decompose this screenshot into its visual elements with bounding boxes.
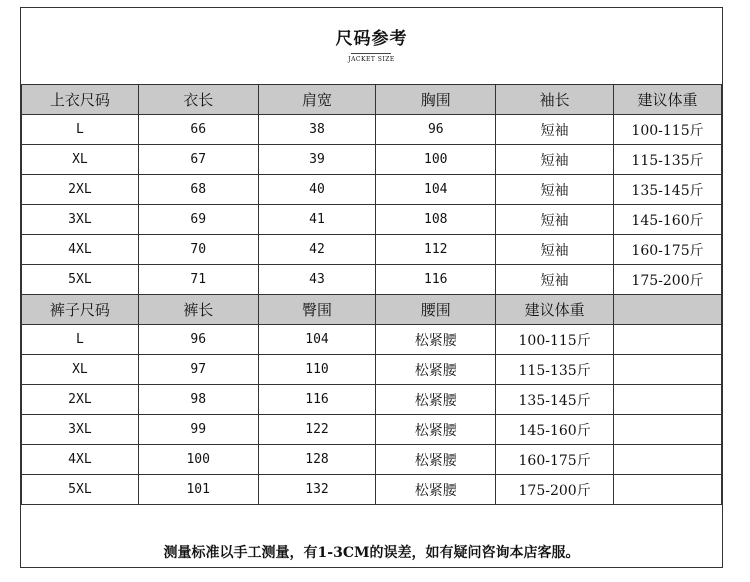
- pants-header-row: [22, 295, 722, 325]
- measurement-note: 测量标准以手工测量，有1-3CM的误差，如有疑问咨询本店客服。: [163, 545, 580, 561]
- jacket-row: [22, 145, 722, 175]
- jacket-cell: 43: [258, 265, 376, 295]
- jacket-cell: 100-115斤: [614, 115, 722, 145]
- pants-cell: 3XL: [22, 415, 139, 445]
- size-chart-frame: [20, 7, 723, 568]
- jacket-cell: 5XL: [22, 265, 139, 295]
- jacket-cell: 116: [376, 265, 496, 295]
- pants-row: [22, 415, 722, 445]
- jacket-cell: 145-160斤: [614, 205, 722, 235]
- jacket-cell: 38: [258, 115, 376, 145]
- jacket-cell: 100: [376, 145, 496, 175]
- jacket-row: [22, 235, 722, 265]
- pants-cell: 116: [258, 385, 376, 415]
- jacket-header-cell: 袖长: [496, 85, 614, 115]
- jacket-cell: 短袖: [496, 115, 614, 145]
- pants-cell: 115-135斤: [496, 355, 614, 385]
- jacket-cell: 39: [258, 145, 376, 175]
- jacket-row: [22, 115, 722, 145]
- pants-row: [22, 445, 722, 475]
- pants-cell: 132: [258, 475, 376, 505]
- pants-cell: 4XL: [22, 445, 139, 475]
- jacket-cell: 104: [376, 175, 496, 205]
- pants-cell: [614, 415, 722, 445]
- jacket-row: [22, 205, 722, 235]
- pants-cell: 160-175斤: [496, 445, 614, 475]
- pants-row: [22, 385, 722, 415]
- pants-cell: 100: [138, 445, 258, 475]
- pants-cell: 松紧腰: [376, 445, 496, 475]
- jacket-header-cell: 肩宽: [258, 85, 376, 115]
- jacket-cell: 112: [376, 235, 496, 265]
- pants-cell: 松紧腰: [376, 385, 496, 415]
- pants-cell: [614, 475, 722, 505]
- jacket-header-row: [22, 85, 722, 115]
- jacket-cell: 3XL: [22, 205, 139, 235]
- chart-header: [21, 8, 722, 84]
- pants-cell: 122: [258, 415, 376, 445]
- pants-cell: 2XL: [22, 385, 139, 415]
- pants-cell: [614, 355, 722, 385]
- jacket-cell: 115-135斤: [614, 145, 722, 175]
- pants-cell: 104: [258, 325, 376, 355]
- pants-cell: L: [22, 325, 139, 355]
- pants-header-cell: [614, 295, 722, 325]
- size-table: [21, 84, 722, 505]
- jacket-cell: 135-145斤: [614, 175, 722, 205]
- pants-header-cell: 臀围: [258, 295, 376, 325]
- jacket-cell: 短袖: [496, 145, 614, 175]
- jacket-cell: 40: [258, 175, 376, 205]
- pants-cell: XL: [22, 355, 139, 385]
- jacket-cell: 175-200斤: [614, 265, 722, 295]
- jacket-cell: 短袖: [496, 205, 614, 235]
- pants-row: [22, 325, 722, 355]
- pants-cell: 145-160斤: [496, 415, 614, 445]
- pants-cell: 松紧腰: [376, 325, 496, 355]
- jacket-row: [22, 175, 722, 205]
- pants-cell: 100-115斤: [496, 325, 614, 355]
- jacket-cell: 短袖: [496, 235, 614, 265]
- jacket-cell: 短袖: [496, 265, 614, 295]
- pants-cell: 松紧腰: [376, 415, 496, 445]
- pants-header-cell: 裤长: [138, 295, 258, 325]
- pants-cell: 松紧腰: [376, 355, 496, 385]
- jacket-header-cell: 胸围: [376, 85, 496, 115]
- pants-cell: 135-145斤: [496, 385, 614, 415]
- jacket-header-cell: 建议体重: [614, 85, 722, 115]
- jacket-header-cell: 上衣尺码: [22, 85, 139, 115]
- pants-cell: 松紧腰: [376, 475, 496, 505]
- jacket-cell: 96: [376, 115, 496, 145]
- page-subtitle: JACKET SIZE: [348, 56, 395, 63]
- pants-cell: [614, 445, 722, 475]
- jacket-cell: 71: [138, 265, 258, 295]
- jacket-cell: 短袖: [496, 175, 614, 205]
- pants-cell: 128: [258, 445, 376, 475]
- title-divider: [351, 53, 391, 54]
- jacket-header-cell: 衣长: [138, 85, 258, 115]
- jacket-cell: 41: [258, 205, 376, 235]
- pants-header-cell: 裤子尺码: [22, 295, 139, 325]
- jacket-cell: 69: [138, 205, 258, 235]
- jacket-cell: 68: [138, 175, 258, 205]
- pants-row: [22, 475, 722, 505]
- pants-cell: 5XL: [22, 475, 139, 505]
- pants-header-cell: 建议体重: [496, 295, 614, 325]
- jacket-row: [22, 265, 722, 295]
- pants-cell: 98: [138, 385, 258, 415]
- jacket-cell: 4XL: [22, 235, 139, 265]
- jacket-cell: 160-175斤: [614, 235, 722, 265]
- jacket-cell: 2XL: [22, 175, 139, 205]
- pants-cell: [614, 385, 722, 415]
- jacket-cell: L: [22, 115, 139, 145]
- pants-cell: 96: [138, 325, 258, 355]
- pants-cell: 175-200斤: [496, 475, 614, 505]
- jacket-cell: 42: [258, 235, 376, 265]
- jacket-cell: 108: [376, 205, 496, 235]
- jacket-cell: XL: [22, 145, 139, 175]
- pants-cell: 110: [258, 355, 376, 385]
- pants-cell: 97: [138, 355, 258, 385]
- pants-cell: 99: [138, 415, 258, 445]
- jacket-cell: 66: [138, 115, 258, 145]
- pants-cell: 101: [138, 475, 258, 505]
- jacket-cell: 67: [138, 145, 258, 175]
- page-title: 尺码参考: [335, 29, 408, 49]
- jacket-cell: 70: [138, 235, 258, 265]
- pants-cell: [614, 325, 722, 355]
- pants-row: [22, 355, 722, 385]
- pants-header-cell: 腰围: [376, 295, 496, 325]
